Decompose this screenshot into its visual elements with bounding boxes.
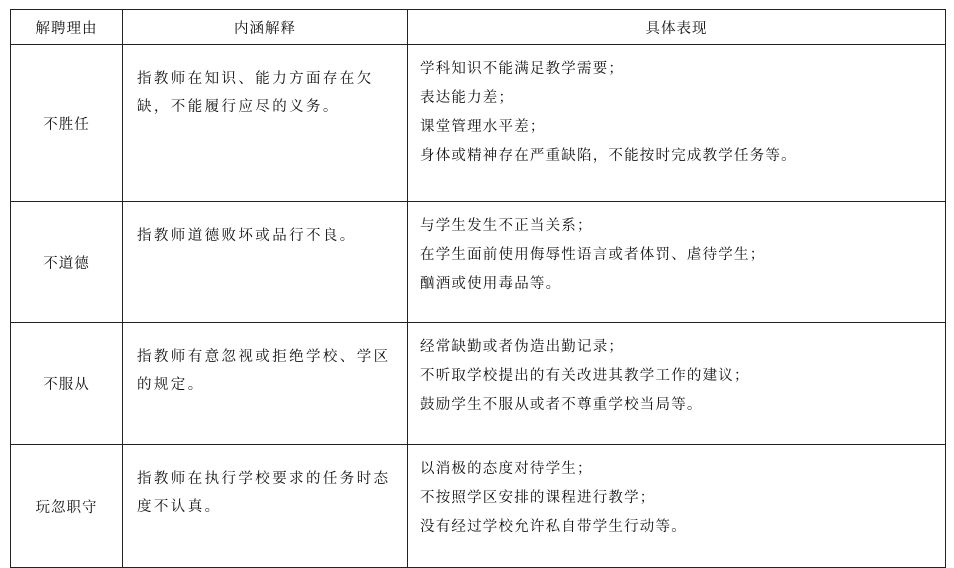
detail-item: 学科知识不能满足教学需要； — [420, 61, 625, 77]
meaning-cell: 指教师道德败坏或品行不良。 — [123, 202, 408, 323]
detail-item: 在学生面前使用侮辱性语言或者体罚、虐待学生； — [420, 247, 766, 263]
detail-item: 以消极的态度对待学生； — [420, 461, 593, 477]
detail-item: 鼓励学生不服从或者不尊重学校当局等。 — [420, 397, 703, 413]
header-meaning: 内涵解释 — [123, 10, 408, 45]
meaning-cell: 指教师有意忽视或拒绝学校、学区的规定。 — [123, 323, 408, 445]
detail-item: 与学生发生不正当关系； — [420, 218, 593, 234]
table-row — [11, 45, 946, 202]
reason-cell: 不胜任 — [11, 45, 123, 202]
detail-item: 经常缺勤或者伪造出勤记录； — [420, 339, 625, 355]
detail-item: 酗酒或使用毒品等。 — [420, 276, 562, 292]
details-cell — [408, 202, 946, 323]
reason-cell: 玩忽职守 — [11, 445, 123, 568]
header-reason: 解聘理由 — [11, 10, 123, 45]
details-cell — [408, 323, 946, 445]
header-details: 具体表现 — [408, 10, 946, 45]
reason-cell: 不道德 — [11, 202, 123, 323]
meaning-cell: 指教师在执行学校要求的任务时态度不认真。 — [123, 445, 408, 568]
detail-item: 课堂管理水平差； — [420, 119, 546, 135]
detail-item: 不按照学区安排的课程进行教学； — [420, 490, 656, 506]
detail-item: 没有经过学校允许私自带学生行动等。 — [420, 519, 687, 535]
detail-item: 表达能力差； — [420, 90, 515, 106]
detail-item: 不听取学校提出的有关改进其教学工作的建议； — [420, 368, 750, 384]
details-cell — [408, 45, 946, 202]
dismissal-reasons-table — [10, 9, 946, 568]
table-row — [11, 202, 946, 323]
table-row — [11, 445, 946, 568]
reason-cell: 不服从 — [11, 323, 123, 445]
table-header-row — [11, 10, 946, 45]
table-row — [11, 323, 946, 445]
detail-item: 身体或精神存在严重缺陷，不能按时完成教学任务等。 — [420, 148, 797, 164]
meaning-cell: 指教师在知识、能力方面存在欠缺，不能履行应尽的义务。 — [123, 45, 408, 202]
details-cell — [408, 445, 946, 568]
